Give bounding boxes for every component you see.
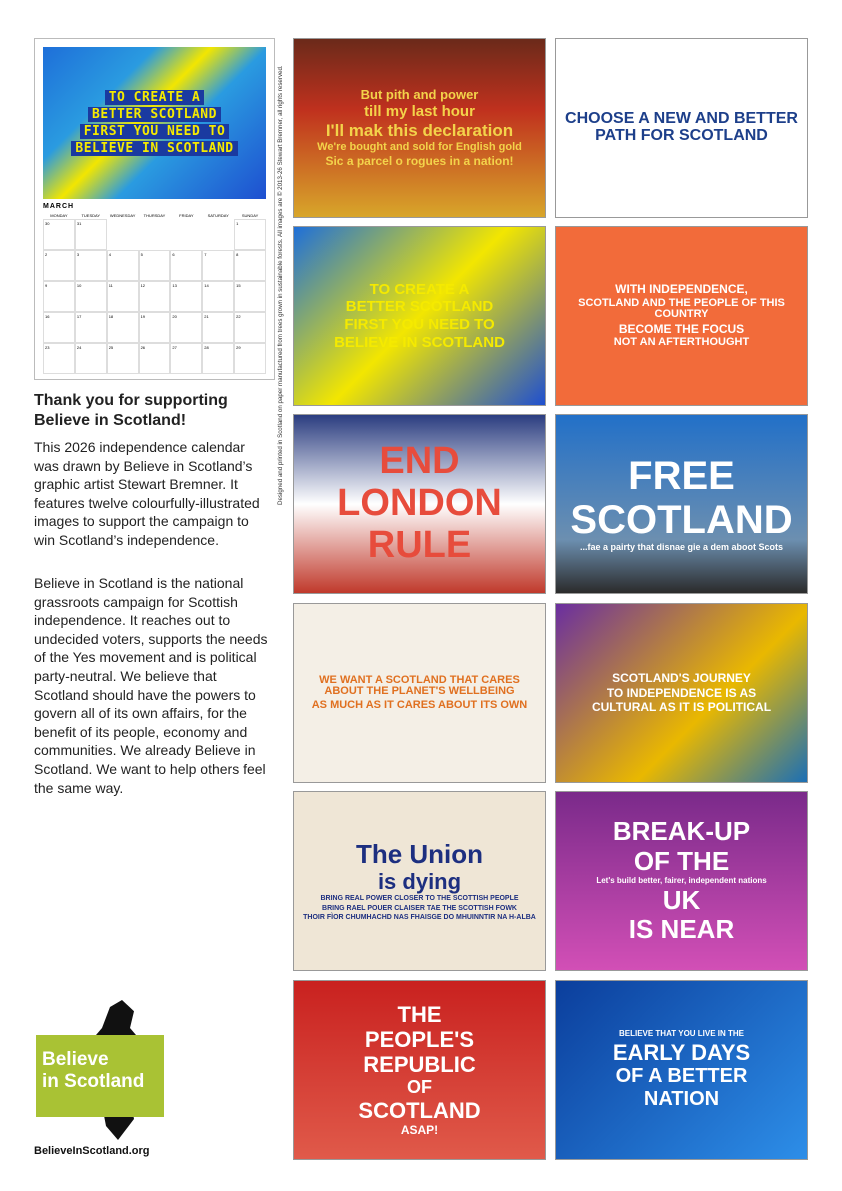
calendar-artwork-3 <box>293 226 546 406</box>
artwork-text: TO INDEPENDENCE IS AS <box>606 685 757 700</box>
credit-text: Designed and printed in Scotland on paper manufactured from trees grown in sustainable forests. All images are © 2013-26 Stewart Bremner, all rights reserved. <box>277 65 284 505</box>
image-text: BETTER SCOTLAND <box>88 107 221 122</box>
day-cell: 25 <box>107 343 139 374</box>
calendar-artwork-10 <box>555 791 808 971</box>
calendar-artwork-2 <box>555 38 808 218</box>
artwork-text: We're bought and sold for English gold <box>317 140 522 153</box>
calendar-artwork-12 <box>555 980 808 1160</box>
artwork-text: THOIR FÌOR CHUMHACHD NAS FHAISGE DO MHUINNTIR NA H-ALBA <box>303 913 536 921</box>
paragraph-about: Believe in Scotland is the national grassroots campaign for Scottish independence. It reaches out to undecided voters, supports the needs of the Yes movement and is political party-neutral. We believe that Scotland should have the powers to govern all of its own affairs, for the benefit of its people, economy and communities. We already Believe in Scotland. We want to help others feel the same way. <box>34 575 268 796</box>
artwork-text: Sic a parcel o rogues in a nation! <box>325 154 514 169</box>
day-cell: 16 <box>43 312 75 343</box>
artwork-text: NOT AN AFTERTHOUGHT <box>613 336 750 349</box>
artwork-text: RULE <box>367 523 472 566</box>
artwork-text: BELIEVE IN SCOTLAND <box>334 333 505 351</box>
artwork-text: SCOTLAND AND THE PEOPLE OF THIS COUNTRY <box>578 296 785 321</box>
day-cell <box>107 219 139 250</box>
artwork-text: ASAP! <box>400 1123 439 1138</box>
artwork-text: BRING RAEL POUER CLAISER TAE THE SCOTTISH FOWK <box>322 904 517 912</box>
artwork-text: BRING REAL POWER CLOSER TO THE SCOTTISH PEOPLE <box>320 895 519 903</box>
calendar-artwork-7 <box>293 603 546 783</box>
calendar-artwork-6 <box>555 414 808 594</box>
artwork-text: OF A BETTER <box>615 1064 748 1087</box>
day-cell: 18 <box>107 312 139 343</box>
weekday-header: FRIDAY <box>179 213 194 218</box>
artwork-text: BECOME THE FOCUS <box>618 321 745 336</box>
artwork-text: SCOTLAND <box>570 498 793 543</box>
weekday-header: SUNDAY <box>241 213 259 218</box>
artwork-text: BREAK-UP <box>612 816 751 847</box>
artwork-text: I'll mak this declaration <box>325 120 514 140</box>
day-cell: 22 <box>234 312 266 343</box>
day-cell: 5 <box>139 250 171 281</box>
artwork-text: LONDON <box>337 482 502 525</box>
day-cell: 21 <box>202 312 234 343</box>
calendar-cover-image <box>43 47 266 199</box>
weekday-header: SATURDAY <box>207 213 229 218</box>
artwork-text: FIRST YOU NEED TO <box>344 316 495 333</box>
artwork-text: ...fae a pairty that disnae gie a dem aboot Scots <box>579 542 784 553</box>
artwork-text: SCOTLAND <box>358 1098 481 1124</box>
artwork-text: EARLY DAYS <box>612 1039 751 1065</box>
weekday-header: MONDAY <box>50 213 68 218</box>
calendar-grid <box>43 212 266 374</box>
logo-text: in Scotland <box>42 1071 145 1092</box>
logo-text: Believe <box>42 1049 109 1070</box>
day-cell: 29 <box>234 343 266 374</box>
calendar-preview <box>34 38 275 380</box>
calendar-artwork-4 <box>555 226 808 406</box>
artwork-text: till my last hour <box>364 102 475 120</box>
calendar-artwork-8 <box>555 603 808 783</box>
artwork-text: OF <box>407 1077 432 1098</box>
artwork-text: UK <box>662 885 701 916</box>
artwork-text: WE WANT A SCOTLAND THAT CARES ABOUT THE PLANET'S WELLBEING <box>319 673 520 698</box>
artwork-text: END <box>379 440 460 483</box>
day-cell: 19 <box>139 312 171 343</box>
weekday-header: THURSDAY <box>143 213 166 218</box>
day-cell <box>139 219 171 250</box>
artwork-text: CHOOSE A NEW AND BETTER PATH FOR SCOTLAND <box>565 110 798 144</box>
calendar-artwork-1 <box>293 38 546 218</box>
calendar-artwork-9 <box>293 791 546 971</box>
artwork-text: BELIEVE THAT YOU LIVE IN THE <box>618 1029 745 1039</box>
heading: Thank you for supporting Believe in Scotland! <box>34 392 228 429</box>
day-cell: 13 <box>170 281 202 312</box>
day-cell: 31 <box>75 219 107 250</box>
calendar-month: MARCH <box>43 203 75 210</box>
weekday-header: TUESDAY <box>81 213 101 218</box>
day-cell: 3 <box>75 250 107 281</box>
artwork-text: FREE <box>628 454 735 499</box>
artwork-text: PEOPLE'S <box>364 1027 475 1053</box>
day-cell: 26 <box>139 343 171 374</box>
artwork-text: The Union <box>355 838 484 869</box>
day-cell: 7 <box>202 250 234 281</box>
day-cell: 6 <box>170 250 202 281</box>
day-cell: 24 <box>75 343 107 374</box>
artwork-text: BETTER SCOTLAND <box>345 298 494 316</box>
day-cell: 30 <box>43 219 75 250</box>
day-cell: 27 <box>170 343 202 374</box>
artwork-text: AS MUCH AS IT CARES ABOUT ITS OWN <box>311 698 528 711</box>
artwork-text: TO CREATE A <box>369 280 470 298</box>
day-cell: 2 <box>43 250 75 281</box>
day-cell: 14 <box>202 281 234 312</box>
day-cell: 8 <box>234 250 266 281</box>
artwork-text: REPUBLIC <box>363 1052 476 1078</box>
day-cell: 28 <box>202 343 234 374</box>
artwork-text: CULTURAL AS IT IS POLITICAL <box>591 700 772 715</box>
calendar-artwork-11 <box>293 980 546 1160</box>
website-url: BelieveInScotland.org <box>34 1145 150 1157</box>
day-cell: 12 <box>139 281 171 312</box>
day-cell: 11 <box>107 281 139 312</box>
artwork-text: WITH INDEPENDENCE, <box>615 282 748 297</box>
paragraph-intro: This 2026 independence calendar was drawn by Believe in Scotland’s graphic artist Stewart Bremner. It features twelve colourfully-illustrated images to support the campaign to win Scotland’s independence. <box>34 439 260 548</box>
day-cell: 23 <box>43 343 75 374</box>
day-cell: 9 <box>43 281 75 312</box>
day-cell: 4 <box>107 250 139 281</box>
artwork-text: is dying <box>377 869 462 895</box>
day-cell: 17 <box>75 312 107 343</box>
day-cell: 1 <box>234 219 266 250</box>
image-text: TO CREATE A <box>105 90 205 105</box>
logo-box <box>36 1035 164 1117</box>
artwork-text: NATION <box>643 1087 720 1110</box>
artwork-text: SCOTLAND'S JOURNEY <box>612 671 751 686</box>
weekday-header: WEDNESDAY <box>109 213 136 218</box>
day-cell <box>202 219 234 250</box>
artwork-text: But pith and power <box>360 87 479 103</box>
day-cell: 20 <box>170 312 202 343</box>
artwork-text: OF THE <box>633 845 730 876</box>
day-cell <box>170 219 202 250</box>
image-text: FIRST YOU NEED TO <box>80 124 230 139</box>
believe-in-scotland-logo <box>34 1000 169 1160</box>
artwork-text: IS NEAR <box>628 914 735 945</box>
calendar-artwork-5 <box>293 414 546 594</box>
day-cell: 10 <box>75 281 107 312</box>
image-text: BELIEVE IN SCOTLAND <box>71 141 237 156</box>
artwork-text: THE <box>397 1002 442 1028</box>
artwork-text: Let's build better, fairer, independent nations <box>596 875 767 885</box>
day-cell: 15 <box>234 281 266 312</box>
